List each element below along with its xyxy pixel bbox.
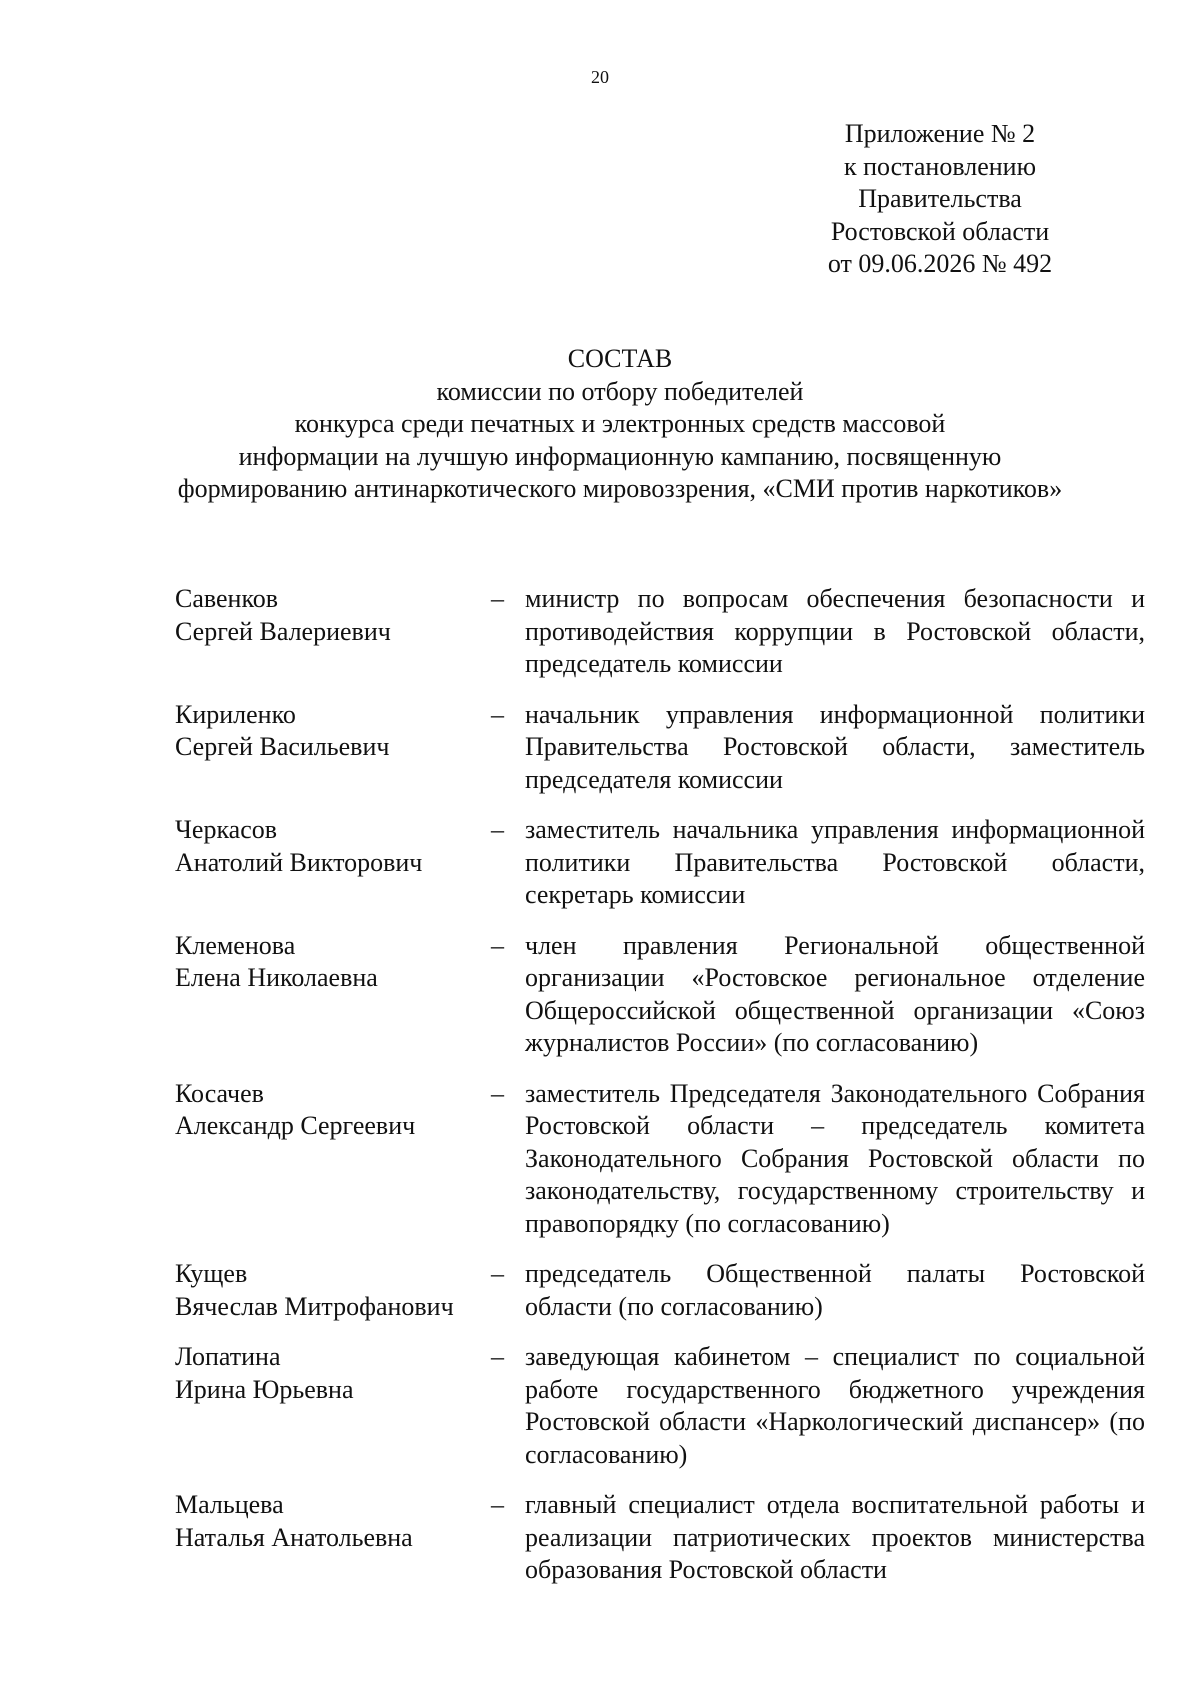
- member-dash: –: [491, 699, 504, 729]
- member-name: [175, 1078, 491, 1241]
- member-surname: Косачев: [175, 1078, 264, 1108]
- member-row: [175, 1078, 1145, 1241]
- member-surname: Лопатина: [175, 1342, 281, 1371]
- document-title: [140, 343, 1100, 506]
- appendix-line: Приложение № 2: [844, 119, 1036, 148]
- member-name: [175, 814, 491, 912]
- member-row: [175, 930, 1145, 1060]
- appendix-block: [810, 118, 1070, 281]
- member-dash: –: [491, 1490, 504, 1519]
- member-dash: –: [491, 584, 504, 613]
- title-line: комиссии по отбору победителей: [436, 376, 804, 406]
- member-row: [175, 583, 1145, 681]
- member-given-name: Наталья Анатольевна: [175, 1522, 413, 1552]
- member-given-name: Елена Николаевна: [175, 963, 378, 992]
- appendix-line: Ростовской области: [830, 216, 1050, 246]
- appendix-date-line: от 09.06.2026 № 492: [827, 249, 1053, 278]
- member-name: [175, 930, 491, 1060]
- title-line: конкурса среди печатных и электронных средств массовой: [294, 409, 946, 438]
- member-name: [175, 1489, 491, 1587]
- member-role: начальник управления информационной политики Правительства Ростовской области, заместитель председателя комиссии: [525, 699, 1145, 794]
- member-surname: Савенков: [175, 584, 279, 613]
- member-row: [175, 1258, 1145, 1323]
- member-row: [175, 1341, 1145, 1471]
- member-role: председатель Общественной палаты Ростовской области (по согласованию): [525, 1259, 1145, 1321]
- member-role: главный специалист отдела воспитательной работы и реализации патриотических проектов министерства образования Ростовской области: [525, 1490, 1145, 1584]
- title-line: формированию антинаркотического мировоззрения, «СМИ против наркотиков»: [177, 474, 1063, 503]
- member-role: заместитель Председателя Законодательного Собрания Ростовской области – председатель комитета Законодательного Собрания Ростовской области по законодательству, государственному строительству и правопорядку (по согласованию): [525, 1078, 1145, 1238]
- member-surname: Клеменова: [175, 930, 296, 960]
- member-given-name: Сергей Валериевич: [175, 616, 391, 646]
- member-name: [175, 699, 491, 797]
- member-role: заместитель начальника управления информационной политики Правительства Ростовской области, секретарь комиссии: [525, 815, 1145, 909]
- member-surname: Черкасов: [175, 815, 278, 844]
- member-given-name: Вячеслав Митрофанович: [175, 1291, 454, 1321]
- member-role: член правления Региональной общественной организации «Ростовское региональное отделение Общероссийской общественной организации «Союз журналистов России» (по согласованию): [525, 930, 1145, 1057]
- member-given-name: Сергей Васильевич: [175, 732, 390, 761]
- member-given-name: Анатолий Викторович: [175, 847, 423, 877]
- member-name: [175, 583, 491, 681]
- member-surname: Кущев: [175, 1259, 248, 1288]
- member-surname: Кириленко: [175, 699, 296, 729]
- members-list: [175, 583, 1145, 1605]
- member-dash: –: [491, 1078, 504, 1108]
- member-dash: –: [491, 815, 504, 844]
- member-given-name: Александр Сергеевич: [175, 1111, 416, 1140]
- member-row: [175, 1489, 1145, 1587]
- member-role: министр по вопросам обеспечения безопасности и противодействия коррупции в Ростовской области, председатель комиссии: [525, 584, 1145, 678]
- member-name: [175, 1341, 491, 1471]
- appendix-line: к постановлению: [843, 151, 1037, 181]
- member-name: [175, 1258, 491, 1323]
- member-dash: –: [491, 1259, 504, 1288]
- member-row: [175, 814, 1145, 912]
- member-dash: –: [491, 930, 504, 960]
- member-dash: –: [491, 1342, 504, 1371]
- member-row: [175, 699, 1145, 797]
- member-given-name: Ирина Юрьевна: [175, 1374, 354, 1404]
- member-surname: Мальцева: [175, 1490, 284, 1519]
- page-number: 20: [591, 67, 609, 87]
- title-line: информации на лучшую информационную кампанию, посвященную: [238, 441, 1002, 471]
- member-role: заведующая кабинетом – специалист по социальной работе государственного бюджетного учреждения Ростовской области «Наркологический диспансер» (по согласованию): [525, 1342, 1145, 1469]
- appendix-line: Правительства: [858, 184, 1022, 213]
- title-heading: СОСТАВ: [567, 344, 673, 373]
